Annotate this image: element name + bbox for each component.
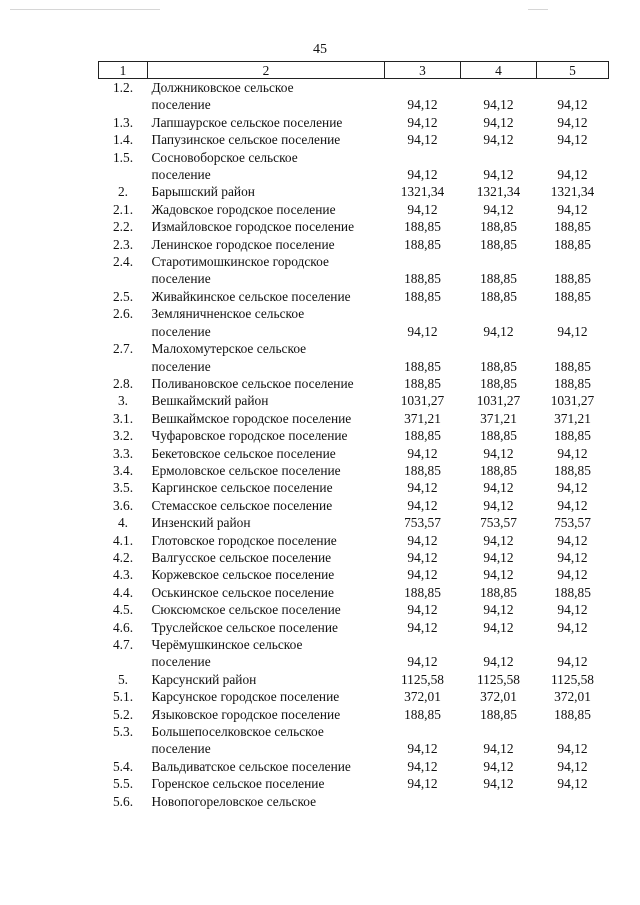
- value-cell-v3: [385, 793, 461, 810]
- settlement-name: Жадовское городское поселение: [151, 201, 336, 217]
- settlement-name: поселение: [151, 323, 211, 339]
- value-cell-v3: 188,85: [404, 584, 441, 600]
- row-number: 2.7.: [112, 341, 134, 357]
- table-row: [99, 96, 609, 113]
- value-cell-v3: 94,12: [407, 549, 438, 565]
- row-number: 1.2.: [112, 80, 134, 95]
- value-cell-v5: 188,85: [554, 236, 591, 252]
- value-cell-v5: [537, 253, 609, 270]
- value-cell-v5: 188,85: [554, 358, 591, 374]
- value-cell-v5: 94,12: [557, 776, 588, 792]
- value-cell-v3: 188,85: [404, 288, 441, 304]
- value-cell-v3: 1125,58: [400, 671, 445, 687]
- settlement-name: поселение: [151, 271, 211, 287]
- value-cell-v5: 94,12: [557, 549, 588, 565]
- table-row: [99, 723, 609, 740]
- settlement-name: Земляничненское сельское: [151, 306, 305, 322]
- settlement-name: поселение: [151, 167, 211, 183]
- value-cell-v4: 94,12: [483, 776, 514, 792]
- table-row: [99, 149, 609, 166]
- table-row: [99, 201, 609, 218]
- row-number: [99, 358, 148, 375]
- row-number: [99, 96, 148, 113]
- row-number: 2.1.: [112, 201, 134, 217]
- value-cell-v5: 188,85: [554, 706, 591, 722]
- value-cell-v4: [461, 340, 537, 357]
- value-cell-v4: 94,12: [483, 741, 514, 757]
- row-number: 5.: [117, 671, 129, 687]
- table-row: [99, 166, 609, 183]
- value-cell-v4: 94,12: [483, 619, 514, 635]
- table-row: [99, 601, 609, 618]
- settlement-name: Оськинское сельское поселение: [151, 584, 334, 600]
- value-cell-v3: 188,85: [404, 358, 441, 374]
- settlement-name: Сосновоборское сельское: [151, 149, 298, 165]
- table-row: [99, 253, 609, 270]
- value-cell-v4: 188,85: [480, 375, 517, 391]
- value-cell-v5: [537, 636, 609, 653]
- row-number: 5.4.: [112, 758, 134, 774]
- table-row: [99, 706, 609, 723]
- value-cell-v4: 188,85: [480, 462, 517, 478]
- value-cell-v5: 94,12: [557, 497, 588, 513]
- settlement-name: Малохомутерское сельское: [151, 341, 307, 357]
- value-cell-v3: 94,12: [407, 480, 438, 496]
- row-number: 3.: [117, 393, 129, 409]
- table-row: [99, 305, 609, 322]
- value-cell-v3: 94,12: [407, 114, 438, 130]
- value-cell-v3: 188,85: [404, 428, 441, 444]
- value-cell-v5: 94,12: [557, 201, 588, 217]
- value-cell-v5: [537, 723, 609, 740]
- table-header-row: [99, 62, 609, 79]
- table-row: [99, 653, 609, 670]
- value-cell-v5: [537, 305, 609, 322]
- settlement-name: Барышский район: [151, 184, 255, 200]
- settlement-name: Должниковское сельское: [151, 80, 294, 95]
- settlement-name: Ленинское городское поселение: [151, 236, 335, 252]
- row-number: 4.2.: [112, 549, 134, 565]
- settlement-name: Горенское сельское поселение: [151, 776, 325, 792]
- row-number: 2.8.: [112, 375, 134, 391]
- value-cell-v5: [537, 340, 609, 357]
- value-cell-v5: 94,12: [557, 567, 588, 583]
- value-cell-v4: [461, 253, 537, 270]
- value-cell-v4: [461, 305, 537, 322]
- value-cell-v4: 94,12: [483, 567, 514, 583]
- value-cell-v4: [461, 793, 537, 810]
- value-cell-v5: 188,85: [554, 428, 591, 444]
- value-cell-v3: 371,21: [404, 410, 441, 426]
- value-cell-v3: 94,12: [407, 323, 438, 339]
- value-cell-v3: [385, 305, 461, 322]
- value-cell-v3: [385, 79, 461, 97]
- value-cell-v4: 94,12: [483, 549, 514, 565]
- value-cell-v5: 1031,27: [550, 393, 595, 409]
- settlement-name: Каргинское сельское поселение: [151, 480, 333, 496]
- value-cell-v3: [385, 636, 461, 653]
- column-header: 3: [385, 62, 461, 79]
- row-number: 1.3.: [112, 114, 134, 130]
- row-number: 3.4.: [112, 462, 134, 478]
- value-cell-v4: 94,12: [483, 480, 514, 496]
- table-row: [99, 793, 609, 810]
- table-row: [99, 758, 609, 775]
- scan-artifact: [10, 9, 160, 10]
- value-cell-v4: 188,85: [480, 236, 517, 252]
- settlement-name: Стемасское сельское поселение: [151, 497, 333, 513]
- row-number: 2.3.: [112, 236, 134, 252]
- value-cell-v5: 94,12: [557, 167, 588, 183]
- settlement-name: Черёмушкинское сельское: [151, 637, 303, 652]
- value-cell-v3: 94,12: [407, 602, 438, 618]
- settlement-name: поселение: [151, 358, 211, 374]
- value-cell-v5: 188,85: [554, 288, 591, 304]
- value-cell-v5: 94,12: [557, 758, 588, 774]
- table-row: [99, 479, 609, 496]
- settlement-name: Большепоселковское сельское: [151, 724, 324, 740]
- settlement-name: Вешкаймское городское поселение: [151, 410, 352, 426]
- value-cell-v3: 94,12: [407, 532, 438, 548]
- table-body: [99, 79, 609, 811]
- table-row: [99, 532, 609, 549]
- value-cell-v5: 94,12: [557, 741, 588, 757]
- value-cell-v4: 94,12: [483, 201, 514, 217]
- value-cell-v4: 94,12: [483, 758, 514, 774]
- row-number: 4.1.: [112, 532, 134, 548]
- table-row: [99, 392, 609, 409]
- table-row: [99, 427, 609, 444]
- row-number: 3.3.: [112, 445, 134, 461]
- value-cell-v5: 371,21: [554, 410, 591, 426]
- value-cell-v3: 94,12: [407, 201, 438, 217]
- row-number: 4.6.: [112, 619, 134, 635]
- value-cell-v4: 94,12: [483, 602, 514, 618]
- row-number: 3.1.: [112, 410, 134, 426]
- table-row: [99, 549, 609, 566]
- column-header: 5: [537, 62, 609, 79]
- row-number: 3.6.: [112, 497, 134, 513]
- table-row: [99, 270, 609, 287]
- value-cell-v3: 753,57: [404, 515, 441, 531]
- value-cell-v4: 188,85: [480, 219, 517, 235]
- table-row: [99, 566, 609, 583]
- value-cell-v5: 94,12: [557, 132, 588, 148]
- value-cell-v5: 372,01: [554, 689, 591, 705]
- value-cell-v3: [385, 340, 461, 357]
- table-row: [99, 445, 609, 462]
- column-header: 1: [99, 62, 148, 79]
- settlement-name: поселение: [151, 741, 211, 757]
- table-row: [99, 497, 609, 514]
- settlement-name: Глотовское городское поселение: [151, 532, 337, 548]
- value-cell-v5: [537, 149, 609, 166]
- data-table: [98, 61, 609, 810]
- value-cell-v3: 94,12: [407, 741, 438, 757]
- row-number: 1.4.: [112, 132, 134, 148]
- value-cell-v4: [461, 149, 537, 166]
- table-row: [99, 410, 609, 427]
- value-cell-v3: 94,12: [407, 97, 438, 113]
- value-cell-v4: 94,12: [483, 497, 514, 513]
- table-row: [99, 688, 609, 705]
- settlement-name: Карсунское городское поселение: [151, 689, 340, 705]
- settlement-name: Чуфаровское городское поселение: [151, 428, 348, 444]
- table-row: [99, 775, 609, 792]
- table-row: [99, 671, 609, 688]
- value-cell-v5: 94,12: [557, 97, 588, 113]
- value-cell-v3: [385, 723, 461, 740]
- settlement-name: поселение: [151, 654, 211, 670]
- row-number: 3.2.: [112, 428, 134, 444]
- table-row: [99, 114, 609, 131]
- value-cell-v4: 94,12: [483, 654, 514, 670]
- value-cell-v4: 188,85: [480, 584, 517, 600]
- value-cell-v5: 94,12: [557, 114, 588, 130]
- value-cell-v5: 188,85: [554, 584, 591, 600]
- table-row: [99, 340, 609, 357]
- row-number: 4.3.: [112, 567, 134, 583]
- value-cell-v4: 94,12: [483, 532, 514, 548]
- value-cell-v3: 94,12: [407, 758, 438, 774]
- value-cell-v3: [385, 253, 461, 270]
- row-number: 2.2.: [112, 219, 134, 235]
- table-row: [99, 514, 609, 531]
- settlement-name: Коржевское сельское поселение: [151, 567, 335, 583]
- value-cell-v5: 188,85: [554, 219, 591, 235]
- settlement-name: Труслейское сельское поселение: [151, 619, 338, 635]
- row-number: 2.5.: [112, 288, 134, 304]
- value-cell-v4: [461, 79, 537, 97]
- value-cell-v3: 94,12: [407, 132, 438, 148]
- value-cell-v3: 372,01: [404, 689, 441, 705]
- value-cell-v5: 1125,58: [550, 671, 595, 687]
- table-row: [99, 358, 609, 375]
- table-row: [99, 740, 609, 757]
- settlement-name: Вальдиватское сельское поселение: [151, 758, 351, 774]
- value-cell-v3: 94,12: [407, 445, 438, 461]
- value-cell-v3: 188,85: [404, 219, 441, 235]
- row-number: 5.6.: [112, 793, 134, 809]
- value-cell-v5: 188,85: [554, 462, 591, 478]
- value-cell-v5: 188,85: [554, 271, 591, 287]
- settlement-name: поселение: [151, 97, 211, 113]
- value-cell-v3: 188,85: [404, 706, 441, 722]
- settlement-name: Языковское городское поселение: [151, 706, 341, 722]
- row-number: 2.: [117, 184, 129, 200]
- value-cell-v4: [461, 723, 537, 740]
- value-cell-v4: 188,85: [480, 358, 517, 374]
- value-cell-v3: 188,85: [404, 462, 441, 478]
- row-number: 5.3.: [112, 724, 134, 740]
- value-cell-v4: 1031,27: [476, 393, 521, 409]
- value-cell-v3: 94,12: [407, 654, 438, 670]
- value-cell-v5: 94,12: [557, 323, 588, 339]
- scan-artifact: [528, 9, 548, 10]
- value-cell-v4: 94,12: [483, 167, 514, 183]
- settlement-name: Поливановское сельское поселение: [151, 375, 354, 391]
- row-number: [99, 323, 148, 340]
- table-row: [99, 79, 609, 97]
- settlement-name: Новопогореловское сельское: [151, 793, 317, 809]
- value-cell-v5: 1321,34: [550, 184, 595, 200]
- value-cell-v3: 94,12: [407, 776, 438, 792]
- value-cell-v3: [385, 149, 461, 166]
- value-cell-v5: 94,12: [557, 619, 588, 635]
- value-cell-v4: 94,12: [483, 132, 514, 148]
- row-number: 5.1.: [112, 689, 134, 705]
- row-number: 2.6.: [112, 306, 134, 322]
- column-header: 4: [461, 62, 537, 79]
- value-cell-v4: 371,21: [480, 410, 517, 426]
- value-cell-v4: 753,57: [480, 515, 517, 531]
- value-cell-v4: 188,85: [480, 428, 517, 444]
- row-number: [99, 166, 148, 183]
- row-number: [99, 740, 148, 757]
- table-row: [99, 636, 609, 653]
- row-number: 1.5.: [112, 149, 134, 165]
- value-cell-v3: 188,85: [404, 271, 441, 287]
- settlement-name: Ермоловское сельское поселение: [151, 462, 341, 478]
- value-cell-v4: 188,85: [480, 271, 517, 287]
- value-cell-v5: 94,12: [557, 480, 588, 496]
- value-cell-v5: [537, 79, 609, 97]
- value-cell-v4: 94,12: [483, 114, 514, 130]
- value-cell-v4: 372,01: [480, 689, 517, 705]
- value-cell-v3: 188,85: [404, 236, 441, 252]
- settlement-name: Карсунский район: [151, 671, 257, 687]
- settlement-name: Лапшаурское сельское поселение: [151, 114, 343, 130]
- settlement-name: Инзенский район: [151, 515, 251, 531]
- value-cell-v4: 94,12: [483, 445, 514, 461]
- row-number: 4.4.: [112, 584, 134, 600]
- value-cell-v4: 188,85: [480, 288, 517, 304]
- table-row: [99, 218, 609, 235]
- value-cell-v4: 94,12: [483, 323, 514, 339]
- value-cell-v4: 188,85: [480, 706, 517, 722]
- value-cell-v4: [461, 636, 537, 653]
- row-number: 3.5.: [112, 480, 134, 496]
- table-row: [99, 323, 609, 340]
- value-cell-v5: 188,85: [554, 375, 591, 391]
- value-cell-v5: 753,57: [554, 515, 591, 531]
- settlement-name: Бекетовское сельское поселение: [151, 445, 336, 461]
- value-cell-v5: 94,12: [557, 654, 588, 670]
- table-row: [99, 183, 609, 200]
- settlement-name: Папузинское сельское поселение: [151, 132, 341, 148]
- settlement-name: Сюксюмское сельское поселение: [151, 602, 341, 618]
- value-cell-v3: 188,85: [404, 375, 441, 391]
- row-number: [99, 653, 148, 670]
- table-row: [99, 375, 609, 392]
- row-number: 4.: [117, 515, 129, 531]
- row-number: 4.5.: [112, 602, 134, 618]
- value-cell-v4: 1125,58: [476, 671, 521, 687]
- row-number: 4.7.: [112, 637, 134, 652]
- table-row: [99, 288, 609, 305]
- column-header: 2: [148, 62, 385, 79]
- settlement-name: Живайкинское сельское поселение: [151, 288, 351, 304]
- settlement-name: Вешкаймский район: [151, 393, 269, 409]
- value-cell-v3: 94,12: [407, 167, 438, 183]
- value-cell-v5: [537, 793, 609, 810]
- value-cell-v4: 1321,34: [476, 184, 521, 200]
- value-cell-v5: 94,12: [557, 602, 588, 618]
- page-number: 45: [313, 42, 327, 57]
- settlement-name: Валгусское сельское поселение: [151, 549, 332, 565]
- table-row: [99, 619, 609, 636]
- settlement-name: Измайловское городское поселение: [151, 219, 355, 235]
- row-number: [99, 270, 148, 287]
- row-number: 5.2.: [112, 706, 134, 722]
- value-cell-v3: 94,12: [407, 497, 438, 513]
- table-row: [99, 584, 609, 601]
- table-row: [99, 462, 609, 479]
- row-number: 5.5.: [112, 776, 134, 792]
- value-cell-v5: 94,12: [557, 445, 588, 461]
- value-cell-v5: 94,12: [557, 532, 588, 548]
- value-cell-v3: 1031,27: [400, 393, 445, 409]
- value-cell-v3: 94,12: [407, 567, 438, 583]
- settlement-name: Старотимошкинское городское: [151, 254, 329, 270]
- table-row: [99, 236, 609, 253]
- row-number: 2.4.: [112, 254, 134, 270]
- value-cell-v4: 94,12: [483, 97, 514, 113]
- table-row: [99, 131, 609, 148]
- value-cell-v3: 1321,34: [400, 184, 445, 200]
- value-cell-v3: 94,12: [407, 619, 438, 635]
